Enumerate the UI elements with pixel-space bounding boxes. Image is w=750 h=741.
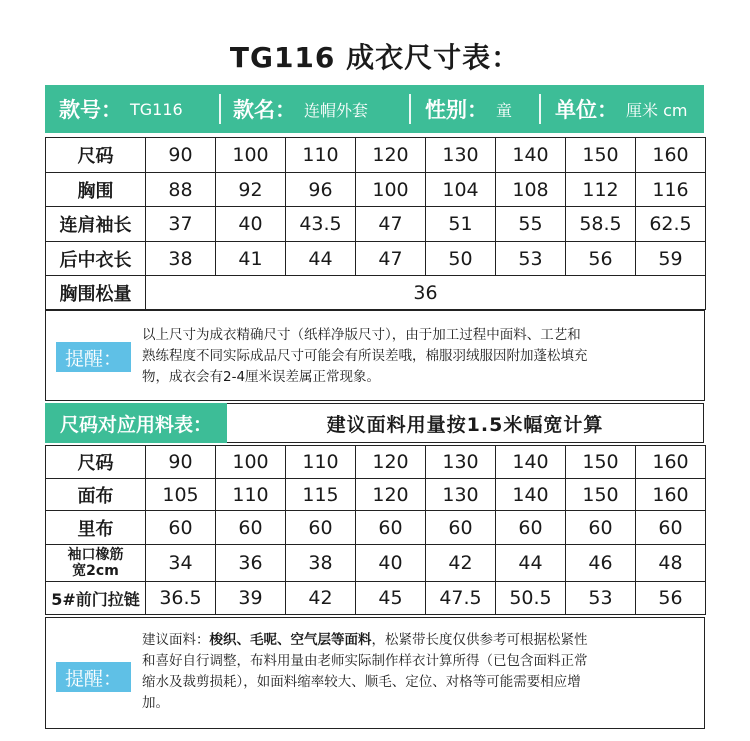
table-cell: 39 (216, 582, 286, 615)
table-cell: 42 (426, 545, 496, 582)
table-cell: 110 (286, 138, 356, 173)
table-cell: 110 (216, 479, 286, 511)
table-cell: 48 (636, 545, 706, 582)
table-cell: 58.5 (566, 207, 636, 242)
table-cell: 140 (496, 446, 566, 479)
table-cell: 120 (356, 446, 426, 479)
row-header: 尺码 (46, 446, 146, 479)
table-cell: 44 (286, 242, 356, 276)
table-cell: 116 (636, 173, 706, 207)
table-cell: 60 (146, 511, 216, 545)
table-cell: 110 (286, 446, 356, 479)
fabric-section-bar (45, 403, 704, 443)
table-cell: 56 (636, 582, 706, 615)
unit-label: 单位： (555, 98, 618, 122)
fabric-reminder-text (142, 630, 702, 714)
row-header: 里布 (46, 511, 146, 545)
table-cell: 47 (356, 207, 426, 242)
table-cell: 43.5 (286, 207, 356, 242)
table-cell: 42 (286, 582, 356, 615)
table-cell: 90 (146, 446, 216, 479)
row-header-line: 宽2cm (72, 563, 119, 579)
table-cell: 60 (426, 511, 496, 545)
table-cell: 140 (496, 138, 566, 173)
table-cell: 60 (286, 511, 356, 545)
page-title: TG116 成衣尺寸表： (229, 41, 521, 74)
name-value: 连帽外套 (304, 100, 369, 120)
table-cell: 34 (146, 545, 216, 582)
table-cell: 60 (566, 511, 636, 545)
table-cell: 150 (566, 479, 636, 511)
row-header (46, 545, 146, 582)
table-cell: 130 (426, 138, 496, 173)
table-cell: 104 (426, 173, 496, 207)
model-cell (45, 85, 219, 133)
table-row (46, 511, 706, 545)
reminder-line: 加。 (142, 695, 169, 711)
table-row (46, 207, 706, 242)
row-header: 后中衣长 (46, 242, 146, 276)
table-cell: 160 (636, 479, 706, 511)
table-cell: 100 (216, 446, 286, 479)
table-row (46, 582, 706, 615)
unit-cell (541, 85, 687, 133)
table-cell: 36.5 (146, 582, 216, 615)
reminder-line: 以上尺寸为成衣精确尺寸（纸样净版尺寸），由于加工过程中面料、工艺和 (142, 327, 581, 343)
table-cell: 47.5 (426, 582, 496, 615)
row-header: 5#前门拉链 (46, 582, 146, 615)
fabric-table (45, 445, 706, 615)
header-bar (45, 85, 704, 133)
table-row (46, 479, 706, 511)
table-cell: 36 (216, 545, 286, 582)
reminder-text (142, 325, 702, 388)
model-value: TG116 (130, 99, 183, 119)
table-cell: 88 (146, 173, 216, 207)
row-header-line: 袖口橡筋 (67, 547, 124, 563)
table-cell: 40 (216, 207, 286, 242)
reminder-line: 熟练程度不同实际成品尺寸可能会有所误差哦，棉服羽绒服因附加蓬松填充 (142, 348, 588, 364)
table-cell: 38 (286, 545, 356, 582)
table-cell: 105 (146, 479, 216, 511)
table-cell: 38 (146, 242, 216, 276)
table-cell: 96 (286, 173, 356, 207)
row-header: 胸围松量 (46, 276, 146, 310)
reminder-line: 和喜好自行调整，布料用量由老师实际制作样衣计算所得（已包含面料正常 (142, 653, 588, 669)
gender-value: 童 (496, 100, 513, 120)
row-header: 尺码 (46, 138, 146, 173)
table-cell: 130 (426, 479, 496, 511)
fabric-types: 梭织、毛呢、空气层等面料 (209, 632, 372, 648)
table-cell: 60 (496, 511, 566, 545)
table-cell: 60 (636, 511, 706, 545)
row-header: 胸围 (46, 173, 146, 207)
table-cell: 53 (566, 582, 636, 615)
reminder-line (142, 630, 702, 651)
table-cell: 108 (496, 173, 566, 207)
table-cell: 120 (356, 138, 426, 173)
table-cell: 150 (566, 446, 636, 479)
table-cell: 50 (426, 242, 496, 276)
table-cell: 45 (356, 582, 426, 615)
table-cell: 92 (216, 173, 286, 207)
table-cell: 40 (356, 545, 426, 582)
fabric-section-title: 尺码对应用料表： (45, 403, 227, 443)
reminder-line: 缩水及裁剪损耗），如面料缩率较大、顺毛、定位、对格等可能需要相应增 (142, 674, 581, 690)
table-row (46, 138, 706, 173)
fabric-reminder-box (45, 617, 705, 729)
table-cell: 100 (216, 138, 286, 173)
table-cell: 115 (286, 479, 356, 511)
model-label: 款号： (59, 98, 122, 122)
table-cell: 41 (216, 242, 286, 276)
table-row (46, 242, 706, 276)
table-cell: 60 (216, 511, 286, 545)
row-header: 面布 (46, 479, 146, 511)
reminder-line: 物，成衣会有2-4厘米误差属正常现象。 (142, 369, 381, 385)
gender-cell (411, 85, 539, 133)
table-cell: 55 (496, 207, 566, 242)
reminder-box (45, 310, 705, 401)
table-row (46, 446, 706, 479)
reminder-prefix: 建议面料： (142, 632, 210, 648)
table-row (46, 545, 706, 582)
table-cell: 59 (636, 242, 706, 276)
table-cell: 46 (566, 545, 636, 582)
table-cell: 112 (566, 173, 636, 207)
unit-value: 厘米 cm (626, 100, 688, 120)
table-cell: 51 (426, 207, 496, 242)
table-cell: 160 (636, 138, 706, 173)
table-cell: 130 (426, 446, 496, 479)
table-cell: 56 (566, 242, 636, 276)
fabric-section-subtitle: 建议面料用量按1.5米幅宽计算 (227, 403, 704, 443)
reminder-line-rest: ，松紧带长度仅供参考可根据松紧性 (371, 632, 588, 648)
table-cell: 53 (496, 242, 566, 276)
table-row (46, 276, 706, 310)
table-cell: 37 (146, 207, 216, 242)
name-label: 款名： (233, 98, 296, 122)
table-cell: 150 (566, 138, 636, 173)
gender-label: 性别： (425, 98, 488, 122)
table-row (46, 173, 706, 207)
reminder-badge: 提醒： (56, 342, 131, 372)
size-table (45, 137, 706, 310)
table-cell: 140 (496, 479, 566, 511)
table-cell: 44 (496, 545, 566, 582)
name-cell (221, 85, 409, 133)
table-cell: 60 (356, 511, 426, 545)
ease-value: 36 (146, 276, 706, 310)
table-cell: 160 (636, 446, 706, 479)
row-header: 连肩袖长 (46, 207, 146, 242)
table-cell: 62.5 (636, 207, 706, 242)
reminder-badge: 提醒： (56, 662, 131, 692)
table-cell: 50.5 (496, 582, 566, 615)
table-cell: 47 (356, 242, 426, 276)
table-cell: 90 (146, 138, 216, 173)
table-cell: 100 (356, 173, 426, 207)
table-cell: 120 (356, 479, 426, 511)
